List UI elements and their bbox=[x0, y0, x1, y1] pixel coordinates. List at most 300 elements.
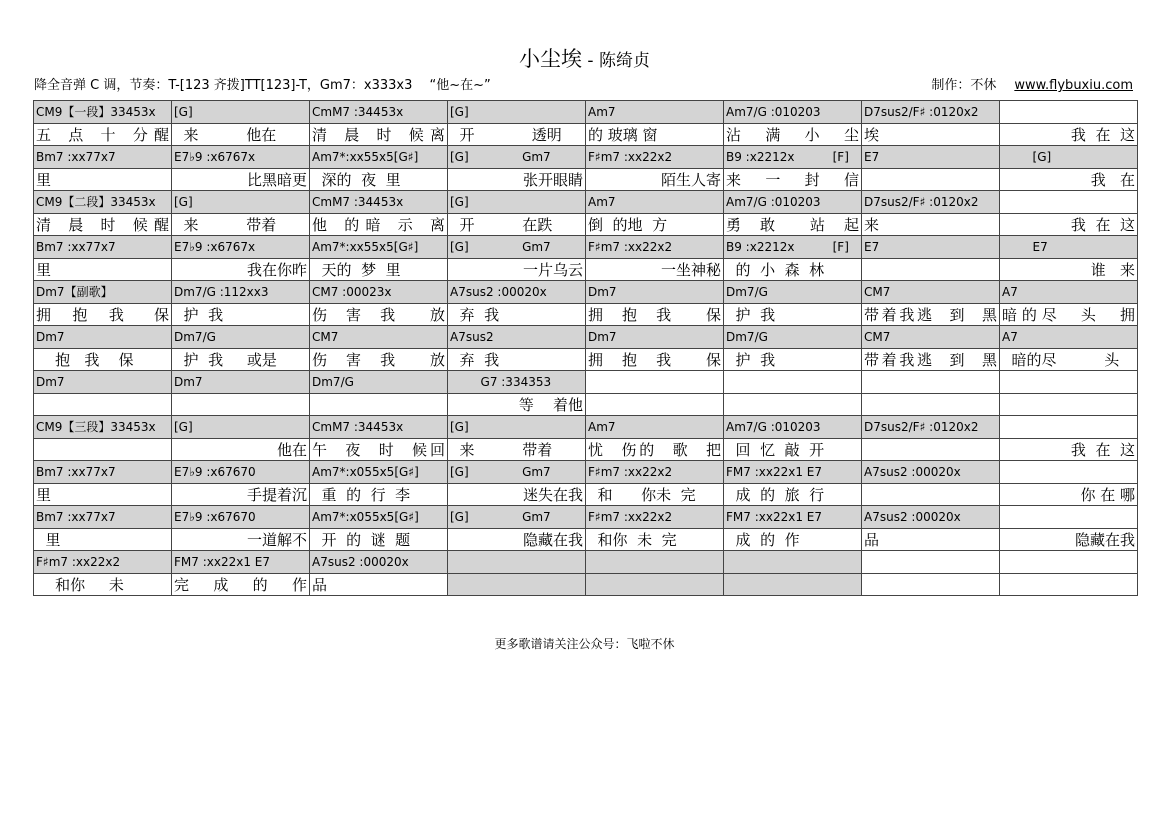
chord-cell bbox=[586, 416, 724, 439]
lyric-text: 护 我 或是 bbox=[174, 350, 277, 369]
chord-label: E7♭9 :x67670 bbox=[174, 464, 256, 479]
chord-label: [G] bbox=[174, 194, 193, 209]
lyric-text: 和你 未 bbox=[36, 575, 124, 594]
lyric-text: 里 bbox=[36, 485, 52, 504]
lyric-cell bbox=[862, 348, 1000, 371]
chord-cell bbox=[724, 506, 862, 529]
lyric-text: 伤 害 我 放 bbox=[312, 350, 445, 369]
lyric-text: 带着我逃 到 黑 bbox=[864, 350, 997, 369]
lyric-cell bbox=[586, 213, 724, 236]
lyric-row bbox=[34, 213, 1138, 236]
lyric-text: 护 我 bbox=[174, 305, 224, 324]
chord-label: F♯m7 :xx22x2 bbox=[36, 554, 121, 569]
chord-cell bbox=[586, 506, 724, 529]
chord-cell bbox=[724, 236, 862, 259]
chord-cell bbox=[1000, 146, 1138, 169]
lyric-cell bbox=[586, 123, 724, 146]
lyric-text: 抱 我 保 bbox=[36, 350, 134, 369]
chord-label: CM7 bbox=[864, 329, 891, 344]
chord-label: Dm7 bbox=[36, 374, 65, 389]
lyric-cell bbox=[34, 348, 172, 371]
lyric-row bbox=[34, 123, 1138, 146]
lyric-row bbox=[34, 483, 1138, 506]
chord-cell bbox=[34, 551, 172, 574]
lyric-text: 迷失在我 bbox=[522, 485, 583, 504]
lyric-text: 护 我 bbox=[726, 305, 776, 324]
chord-label: Dm7 bbox=[588, 329, 617, 344]
chord-label: A7sus2 :00020x bbox=[450, 284, 547, 299]
chord-cell bbox=[1000, 461, 1138, 484]
chord-label: Dm7 bbox=[588, 284, 617, 299]
chord-cell bbox=[862, 416, 1000, 439]
chord-cell bbox=[34, 371, 172, 394]
chord-cell bbox=[448, 326, 586, 349]
chord-label: Am7*:xx55x5[G♯] bbox=[312, 149, 419, 164]
lyric-cell bbox=[310, 123, 448, 146]
chord-label: Dm7/G bbox=[726, 284, 768, 299]
chord-label: B9 :x2212x [F] bbox=[726, 149, 849, 164]
lyric-cell bbox=[172, 573, 310, 596]
lyric-cell bbox=[862, 573, 1000, 596]
chord-row bbox=[34, 416, 1138, 439]
chord-label: CmM7 :34453x bbox=[312, 104, 404, 119]
lyric-text: 清 晨 时 候醒 bbox=[36, 215, 169, 234]
lyric-cell bbox=[1000, 258, 1138, 281]
chord-label: Am7/G :010203 bbox=[726, 419, 821, 434]
lyric-text: 开 的 谜 题 bbox=[312, 530, 411, 549]
lyric-text: 来 bbox=[864, 215, 880, 234]
lyric-text: 你 在 哪 bbox=[1080, 485, 1135, 504]
song-artist: - 陈绮贞 bbox=[582, 51, 650, 71]
lyric-row bbox=[34, 438, 1138, 461]
chord-row bbox=[34, 236, 1138, 259]
lyric-text: 我 在 这 bbox=[1070, 125, 1135, 144]
song-title: 小尘埃 bbox=[519, 47, 583, 71]
chord-cell bbox=[724, 551, 862, 574]
lyric-cell bbox=[448, 528, 586, 551]
chord-label: CM9【二段】33453x bbox=[36, 195, 156, 210]
chord-label: CmM7 :34453x bbox=[312, 194, 404, 209]
lyric-cell bbox=[34, 483, 172, 506]
chord-label: A7 bbox=[1002, 284, 1018, 299]
footer-note: 更多歌谱请关注公众号：飞啦不休 bbox=[494, 637, 675, 651]
lyric-text: 带着我逃 到 黑 bbox=[864, 305, 997, 324]
chord-label: E7♭9 :x67670 bbox=[174, 509, 256, 524]
chord-cell bbox=[1000, 101, 1138, 124]
lyric-cell bbox=[586, 168, 724, 191]
lyric-text: 等 着他 bbox=[518, 395, 583, 414]
chord-cell bbox=[448, 461, 586, 484]
lyric-text: 来 带着 bbox=[174, 215, 277, 234]
chord-cell bbox=[310, 416, 448, 439]
chord-label: [G] bbox=[450, 104, 469, 119]
chord-cell bbox=[172, 416, 310, 439]
chord-cell bbox=[310, 326, 448, 349]
chord-cell bbox=[310, 461, 448, 484]
lyric-text: 拥 抱 我 保 bbox=[36, 305, 169, 324]
lyric-text: 来 带着 bbox=[450, 440, 553, 459]
lyric-text: 隐藏在我 bbox=[1074, 530, 1135, 549]
chord-cell bbox=[724, 191, 862, 214]
lyric-text: 完 成 的 作 bbox=[174, 575, 307, 594]
chord-cell bbox=[862, 236, 1000, 259]
lyric-row bbox=[34, 168, 1138, 191]
chord-label: Am7/G :010203 bbox=[726, 194, 821, 209]
lyric-cell bbox=[172, 348, 310, 371]
lyric-text: 来 一 封 信 bbox=[726, 170, 859, 189]
lyric-cell bbox=[448, 393, 586, 416]
chord-cell bbox=[172, 551, 310, 574]
lyric-cell bbox=[310, 528, 448, 551]
chord-label: Am7 bbox=[588, 104, 616, 119]
chord-cell bbox=[448, 416, 586, 439]
chord-label: F♯m7 :xx22x2 bbox=[588, 239, 673, 254]
lyric-cell bbox=[448, 168, 586, 191]
chord-cell bbox=[586, 191, 724, 214]
lyric-cell bbox=[448, 573, 586, 596]
website-link[interactable]: www.flybuxiu.com bbox=[1014, 78, 1133, 93]
lyric-text: 我 在 这 bbox=[1070, 440, 1135, 459]
chord-cell bbox=[586, 236, 724, 259]
chord-row bbox=[34, 326, 1138, 349]
chord-label: CM9【一段】33453x bbox=[36, 105, 156, 120]
chord-cell bbox=[310, 236, 448, 259]
lyric-cell bbox=[724, 573, 862, 596]
lyric-cell bbox=[34, 213, 172, 236]
chord-label: F♯m7 :xx22x2 bbox=[588, 149, 673, 164]
lyric-text: 里 bbox=[36, 260, 52, 279]
lyric-text: 回 忆 敲 开 bbox=[726, 440, 825, 459]
lyric-text: 一坐神秘 bbox=[660, 260, 721, 279]
chord-cell bbox=[724, 146, 862, 169]
chord-label: [G] bbox=[174, 104, 193, 119]
chord-cell bbox=[724, 461, 862, 484]
chord-cell bbox=[172, 146, 310, 169]
lyric-cell bbox=[1000, 123, 1138, 146]
chord-label: A7sus2 bbox=[450, 329, 494, 344]
lyric-cell bbox=[586, 348, 724, 371]
lyric-cell bbox=[862, 303, 1000, 326]
chord-cell bbox=[1000, 326, 1138, 349]
chord-cell bbox=[862, 281, 1000, 304]
chord-cell bbox=[310, 146, 448, 169]
lyric-text: 他在 bbox=[276, 440, 307, 459]
chord-label: G7 :334353 bbox=[450, 374, 552, 389]
lyric-cell bbox=[724, 528, 862, 551]
lyric-text: 手提着沉 bbox=[246, 485, 307, 504]
chord-cell bbox=[172, 191, 310, 214]
chord-cell bbox=[724, 281, 862, 304]
lyric-text: 陌生人寄 bbox=[660, 170, 721, 189]
lyric-cell bbox=[448, 483, 586, 506]
chord-cell bbox=[34, 281, 172, 304]
chord-label: B9 :x2212x [F] bbox=[726, 239, 849, 254]
chord-cell bbox=[34, 506, 172, 529]
credits bbox=[931, 78, 1133, 94]
lyric-cell bbox=[34, 258, 172, 281]
chord-row bbox=[34, 101, 1138, 124]
lyric-cell bbox=[586, 483, 724, 506]
chord-cell bbox=[1000, 551, 1138, 574]
chord-cell bbox=[1000, 191, 1138, 214]
chord-cell bbox=[862, 551, 1000, 574]
chord-label: Dm7【副歌】 bbox=[36, 285, 113, 300]
chord-cell bbox=[310, 281, 448, 304]
chord-cell bbox=[586, 281, 724, 304]
lyric-cell bbox=[586, 528, 724, 551]
lyric-text: 我 在 bbox=[1090, 170, 1135, 189]
chord-row bbox=[34, 146, 1138, 169]
lyric-text: 一片乌云 bbox=[522, 260, 583, 279]
lyric-row bbox=[34, 393, 1138, 416]
chord-label: Dm7/G :112xx3 bbox=[174, 284, 269, 299]
chord-cell bbox=[448, 146, 586, 169]
lyric-text: 忧 伤的 歌 把 bbox=[588, 440, 721, 459]
chord-label: [G] Gm7 bbox=[450, 239, 551, 254]
lyric-cell bbox=[724, 393, 862, 416]
chord-cell bbox=[1000, 371, 1138, 394]
lyric-text: 深的 夜 里 bbox=[312, 170, 401, 189]
lyric-text: 隐藏在我 bbox=[522, 530, 583, 549]
lyric-text: 开 透明 bbox=[450, 125, 562, 144]
chord-cell bbox=[448, 191, 586, 214]
lyric-cell bbox=[1000, 303, 1138, 326]
chord-cell bbox=[172, 281, 310, 304]
lyric-cell bbox=[1000, 168, 1138, 191]
lyric-row bbox=[34, 573, 1138, 596]
chord-cell bbox=[1000, 506, 1138, 529]
chord-cell bbox=[310, 371, 448, 394]
chord-row bbox=[34, 551, 1138, 574]
chord-cell bbox=[586, 101, 724, 124]
chord-cell bbox=[586, 551, 724, 574]
lyric-text: 他 的暗 示 离 bbox=[312, 215, 445, 234]
chord-label: Bm7 :xx77x7 bbox=[36, 239, 116, 254]
chord-label: Dm7/G bbox=[312, 374, 354, 389]
lyric-text: 品 bbox=[312, 575, 328, 594]
chord-label: Am7*:x055x5[G♯] bbox=[312, 464, 419, 479]
lyric-cell bbox=[172, 438, 310, 461]
lyric-text: 弃 我 bbox=[450, 350, 500, 369]
lyric-cell bbox=[172, 393, 310, 416]
chord-cell bbox=[310, 551, 448, 574]
lyric-cell bbox=[724, 168, 862, 191]
chord-label: E7♭9 :x6767x bbox=[174, 239, 256, 254]
chord-label: Bm7 :xx77x7 bbox=[36, 509, 116, 524]
chord-cell bbox=[724, 371, 862, 394]
chord-cell bbox=[724, 101, 862, 124]
lyric-cell bbox=[172, 258, 310, 281]
lyric-cell bbox=[172, 528, 310, 551]
chord-label: FM7 :xx22x1 E7 bbox=[726, 464, 822, 479]
lyric-cell bbox=[724, 303, 862, 326]
lyric-text: 一道解不 bbox=[246, 530, 307, 549]
chord-label: A7sus2 :00020x bbox=[312, 554, 409, 569]
lyric-cell bbox=[448, 213, 586, 236]
chord-row bbox=[34, 371, 1138, 394]
lyric-cell bbox=[862, 528, 1000, 551]
chord-cell bbox=[862, 326, 1000, 349]
lyric-cell bbox=[310, 303, 448, 326]
lyric-text: 开 在跌 bbox=[450, 215, 553, 234]
lyric-cell bbox=[1000, 348, 1138, 371]
chord-label: E7♭9 :x6767x bbox=[174, 149, 256, 164]
lyric-cell bbox=[310, 573, 448, 596]
lyric-cell bbox=[586, 438, 724, 461]
lyric-cell bbox=[586, 303, 724, 326]
lyric-cell bbox=[862, 123, 1000, 146]
lyric-cell bbox=[34, 123, 172, 146]
lyric-cell bbox=[172, 483, 310, 506]
lyric-cell bbox=[1000, 213, 1138, 236]
chord-label: FM7 :xx22x1 E7 bbox=[726, 509, 822, 524]
lyric-row bbox=[34, 528, 1138, 551]
chord-cell bbox=[586, 371, 724, 394]
lyric-cell bbox=[1000, 393, 1138, 416]
chord-label: E7 bbox=[864, 149, 880, 164]
lyric-text: 里 bbox=[36, 170, 52, 189]
chord-label: [G] Gm7 bbox=[450, 509, 551, 524]
lyric-cell bbox=[34, 303, 172, 326]
lyric-cell bbox=[862, 393, 1000, 416]
chord-label: Am7/G :010203 bbox=[726, 104, 821, 119]
chord-label: [G] bbox=[174, 419, 193, 434]
chord-label: [G] bbox=[450, 194, 469, 209]
lyric-cell bbox=[1000, 528, 1138, 551]
chord-cell bbox=[586, 326, 724, 349]
chord-cell bbox=[172, 101, 310, 124]
lyric-cell bbox=[448, 303, 586, 326]
chord-label: A7sus2 :00020x bbox=[864, 464, 961, 479]
lyric-cell bbox=[34, 573, 172, 596]
chord-cell bbox=[310, 506, 448, 529]
lyric-cell bbox=[724, 438, 862, 461]
chord-label: Dm7/G bbox=[726, 329, 768, 344]
chord-cell bbox=[172, 326, 310, 349]
lyric-cell bbox=[172, 168, 310, 191]
lyric-text: 倒 的地 方 bbox=[588, 215, 668, 234]
lyric-cell bbox=[448, 438, 586, 461]
lyric-text: 护 我 bbox=[726, 350, 776, 369]
maker-credit: 制作：不休 bbox=[931, 78, 997, 93]
lyric-text: 张开眼睛 bbox=[522, 170, 583, 189]
lyric-text: 暗的尽 头 bbox=[1002, 350, 1120, 369]
lyric-text: 品 bbox=[864, 530, 880, 549]
lyric-text: 天的 梦 里 bbox=[312, 260, 401, 279]
lyric-text: 我 在 这 bbox=[1070, 215, 1135, 234]
chord-label: CM7 bbox=[312, 329, 339, 344]
chord-row bbox=[34, 461, 1138, 484]
lyric-cell bbox=[448, 123, 586, 146]
lyric-text: 来 他在 bbox=[174, 125, 277, 144]
lyric-text: 沾 满 小 尘 bbox=[726, 125, 859, 144]
chord-cell bbox=[34, 146, 172, 169]
lyric-text: 埃 bbox=[864, 125, 880, 144]
lyric-text: 重 的 行 李 bbox=[312, 485, 411, 504]
chord-cell bbox=[586, 146, 724, 169]
chord-cell bbox=[1000, 416, 1138, 439]
chord-cell bbox=[862, 191, 1000, 214]
lyric-cell bbox=[448, 348, 586, 371]
lyric-cell bbox=[862, 483, 1000, 506]
chord-label: Dm7/G bbox=[174, 329, 216, 344]
lyric-cell bbox=[310, 213, 448, 236]
chord-label: E7 bbox=[864, 239, 880, 254]
lyric-cell bbox=[34, 528, 172, 551]
lyric-cell bbox=[172, 303, 310, 326]
chord-label: Am7*:x055x5[G♯] bbox=[312, 509, 419, 524]
lyric-cell bbox=[310, 168, 448, 191]
play-info: 降全音弹 C 调，节奏：T-[123 齐拨]TT[123]-T，Gm7：x333x3 “他~在~” bbox=[34, 78, 491, 93]
chord-cell bbox=[724, 326, 862, 349]
chord-row bbox=[34, 191, 1138, 214]
chord-label: D7sus2/F♯ :0120x2 bbox=[864, 419, 979, 434]
lyric-cell bbox=[310, 348, 448, 371]
lyric-row bbox=[34, 348, 1138, 371]
lyric-cell bbox=[586, 393, 724, 416]
chord-cell bbox=[862, 101, 1000, 124]
lyric-cell bbox=[724, 483, 862, 506]
chord-cell bbox=[172, 461, 310, 484]
chord-label: CmM7 :34453x bbox=[312, 419, 404, 434]
lyric-text: 伤 害 我 放 bbox=[312, 305, 445, 324]
song-title-line bbox=[0, 46, 1169, 74]
lyric-text: 和你 未 完 bbox=[588, 530, 677, 549]
lyric-cell bbox=[172, 123, 310, 146]
chord-label: FM7 :xx22x1 E7 bbox=[174, 554, 270, 569]
lyric-text: 里 bbox=[36, 530, 61, 549]
lyric-text: 的 小 森 林 bbox=[726, 260, 825, 279]
lyric-cell bbox=[862, 438, 1000, 461]
chord-cell bbox=[862, 461, 1000, 484]
chord-cell bbox=[448, 281, 586, 304]
lyric-text: 拥 抱 我 保 bbox=[588, 350, 721, 369]
lyric-text: 和 你未 完 bbox=[588, 485, 696, 504]
chord-cell bbox=[310, 191, 448, 214]
chord-label: [G] Gm7 bbox=[450, 149, 551, 164]
chord-cell bbox=[862, 506, 1000, 529]
lyric-cell bbox=[724, 123, 862, 146]
lyric-row bbox=[34, 258, 1138, 281]
chord-cell bbox=[34, 236, 172, 259]
lyric-cell bbox=[586, 258, 724, 281]
lyric-cell bbox=[34, 438, 172, 461]
chord-cell bbox=[586, 461, 724, 484]
lyric-cell bbox=[724, 258, 862, 281]
chord-label: F♯m7 :xx22x2 bbox=[588, 464, 673, 479]
chord-label: Dm7 bbox=[174, 374, 203, 389]
lyric-text: 午 夜 时 候回 bbox=[312, 440, 445, 459]
chord-label: A7sus2 :00020x bbox=[864, 509, 961, 524]
chord-cell bbox=[862, 146, 1000, 169]
lyric-text: 暗的尽 头 拥 bbox=[1002, 305, 1135, 324]
chord-cell bbox=[34, 326, 172, 349]
chord-label: D7sus2/F♯ :0120x2 bbox=[864, 104, 979, 119]
chord-label: CM7 bbox=[864, 284, 891, 299]
chord-row bbox=[34, 506, 1138, 529]
chord-cell bbox=[448, 101, 586, 124]
chord-label: CM7 :00023x bbox=[312, 284, 392, 299]
chord-cell bbox=[310, 101, 448, 124]
chord-label: Dm7 bbox=[36, 329, 65, 344]
chord-cell bbox=[862, 371, 1000, 394]
chord-cell bbox=[172, 506, 310, 529]
lyric-text: 我在你昨 bbox=[246, 260, 307, 279]
lyric-text: 成 的 旅 行 bbox=[726, 485, 825, 504]
lyric-cell bbox=[34, 393, 172, 416]
chord-label: CM9【三段】33453x bbox=[36, 420, 156, 435]
lyric-cell bbox=[1000, 483, 1138, 506]
